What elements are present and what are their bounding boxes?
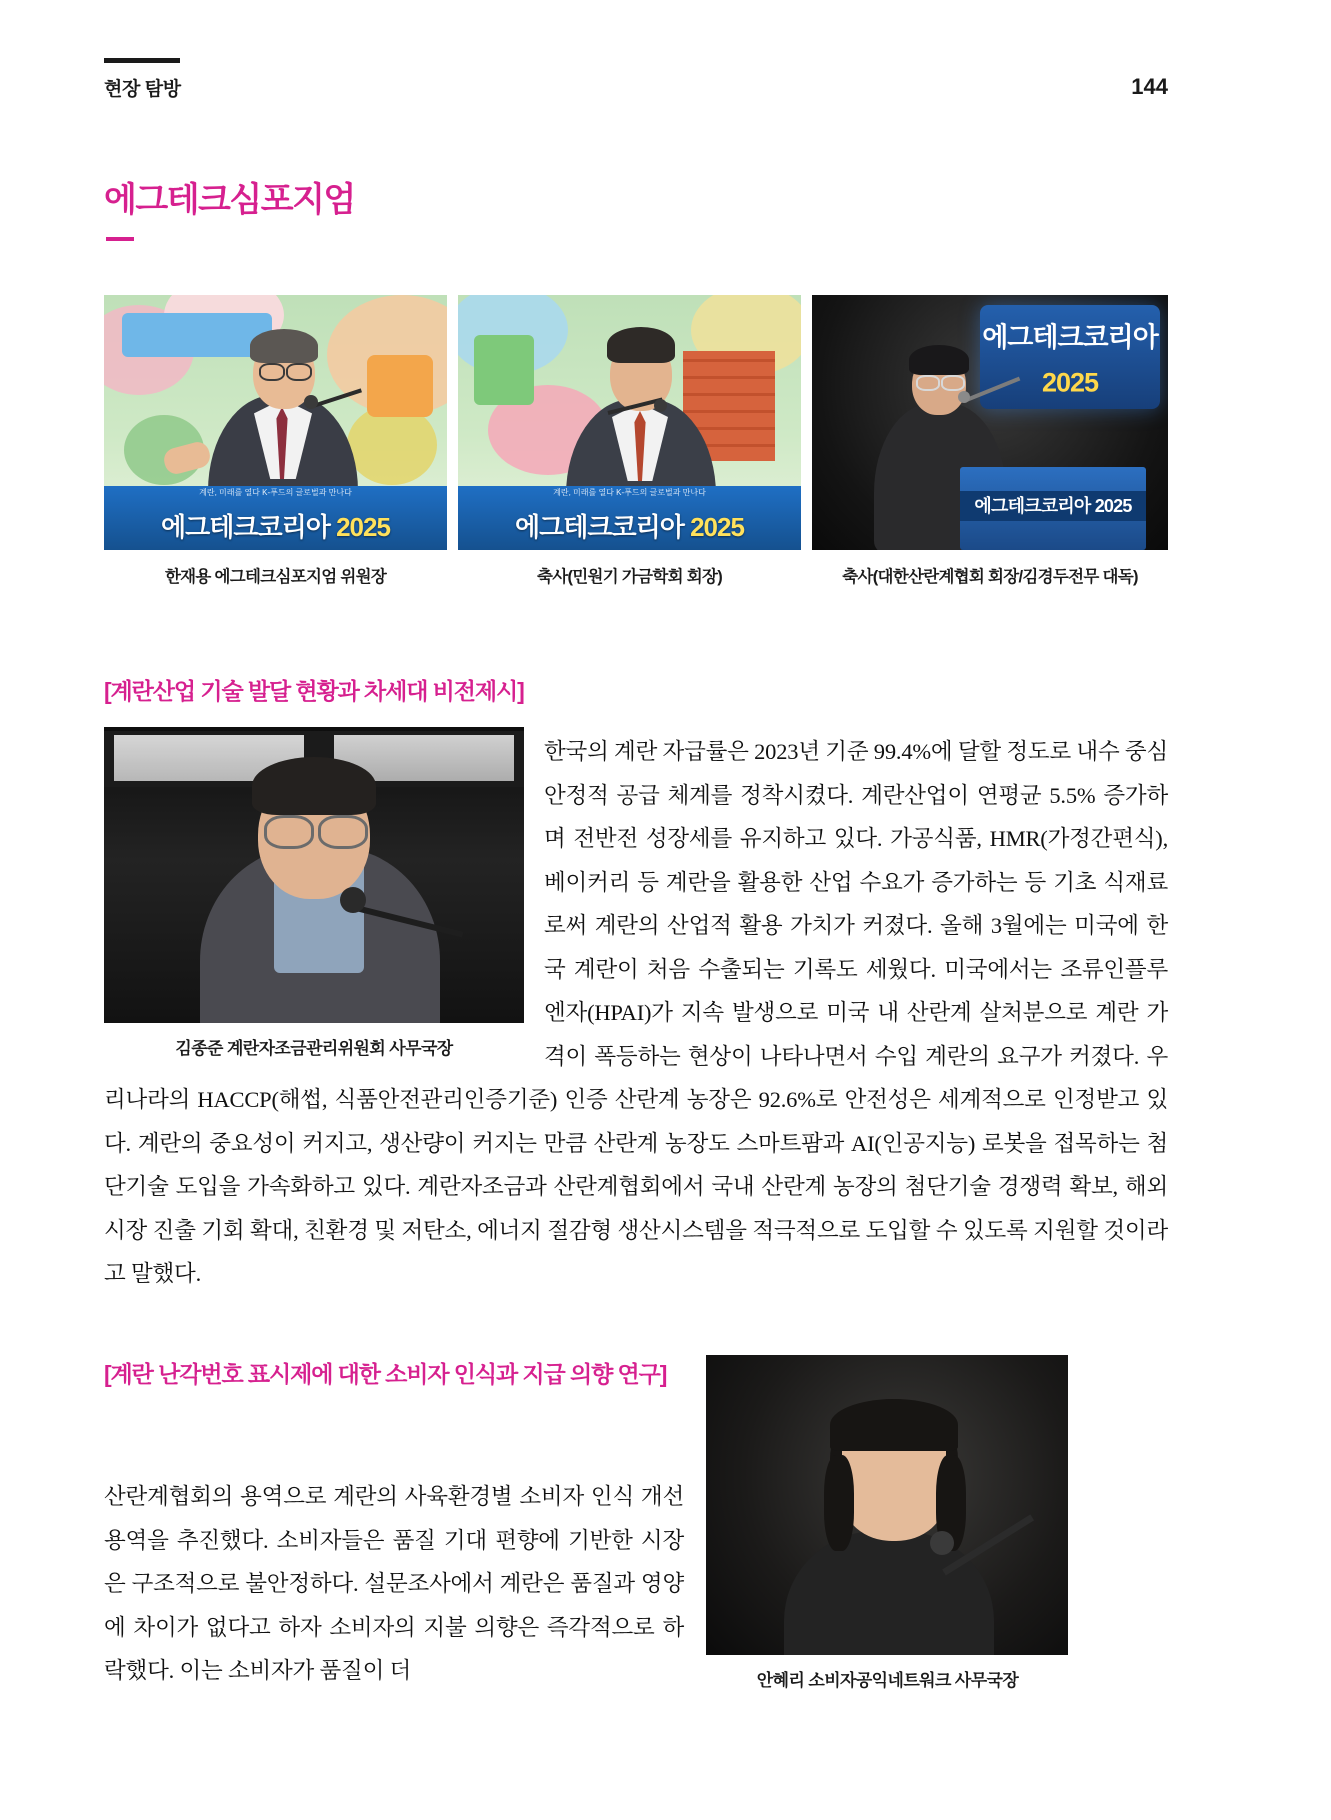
photo1-banner-sub: 계란, 미래를 열다 K-푸드의 글로벌과 만나다: [199, 488, 352, 497]
photo1-banner: 에그테크코리아 2025: [161, 512, 390, 542]
figure-anhyeri: [706, 1355, 1068, 1655]
page-header: [104, 58, 1168, 112]
photo2-banner-sub: 계란, 미래를 열다 K-푸드의 글로벌과 만나다: [553, 488, 706, 497]
header-rule: [104, 58, 180, 63]
photo-row: [104, 295, 1168, 586]
photo3-sign-year: 2025: [1041, 367, 1099, 398]
figure-kimjongjun: [104, 727, 524, 1023]
photo2-banner: 에그테크코리아 2025: [515, 512, 744, 542]
section-label: 현장 탐방: [104, 79, 181, 100]
page-number: 144: [1131, 74, 1168, 99]
title-underline: [106, 237, 134, 241]
section-2-paragraph: 산란계협회의 용역으로 계란의 사육환경별 소비자 인식 개선 용역을 추진했다. 소비자들은 품질 기대 편향에 기반한 시장은 구조적으로 불안정하다. 설문조사에서 계란은 품질과 영양에 차이가 없다고 하자 소비자의 지불 의향은 즉각적으로 하락했다. 이는 소비자가 품질이 더: [104, 1484, 684, 1683]
section-heading-1: [계란산업 기술 발달 현황과 차세대 비전제시]: [104, 678, 524, 704]
photo-daehan: [812, 295, 1168, 550]
figure-caption-kimjongjun: 김종준 계란자조금관리위원회 사무국장: [175, 1039, 453, 1058]
photo-minwongi: [458, 295, 801, 550]
section-heading-2: [계란 난각번호 표시제에 대한 소비자 인식과 지급 의향 연구]: [104, 1361, 667, 1387]
section-1-paragraph: 한국의 계란 자급률은 2023년 기준 99.4%에 달할 정도로 내수 중심 안정적 공급 체계를 정착시켰다. 계란산업이 연평균 5.5% 증가하며 전반전 성장세를 유지하고 있다. 가공식품, HMR(가정간편식), 베이커리 등 계란을 활용한 산업 수요가 증가하는 등 기초 식재료로써 계란의 산업적 활용 가치가 커졌다. 올해 3월에는 미국에 한국 계란이 처음 수출되는 기록도 세웠다. 미국에서는 조류인플루엔자(HPAI)가 지속 발생으로 미국 내 산란계 살처분으로 계란 가격이 폭등하는 현상이 나타나면서 수입 계란의 요구가 커졌다. 우리나라의 HACCP(해썹, 식품안전관리인증기준) 인증 산란계 농장은 92.6%로 안전성은 세계적으로 인정받고 있다. 계란의 중요성이 커지고, 생산량이 커지는 만큼 산란계 농장도 스마트팜과 AI(인공지능) 로봇을 접목하는 첨단기술 도입을 가속화하고 있다. 계란자조금과 산란계협회에서 국내 산란계 농장의 첨단기술 경쟁력 확보, 해외시장 진출 기회 확대, 친환경 및 저탄소, 에너지 절감형 생산시스템을 적극적으로 도입할 수 있도록 지원할 것이라고 말했다.: [104, 739, 1168, 1286]
photo-caption-3: 축사(대한산란계협회 회장/김경두전무 대독): [842, 568, 1138, 586]
section-2-body: [104, 1475, 684, 1693]
photo3-podium-text: 에그테크코리아 2025: [960, 491, 1146, 521]
photo-hanjaeyong: [104, 295, 447, 550]
photo3-sign-main: 에그테크코리아: [982, 322, 1158, 353]
figure-caption-anhyeri: 안혜리 소비자공익네트워크 사무국장: [756, 1671, 1019, 1690]
page-title: 에그테크심포지엄: [104, 181, 355, 219]
photo-caption-1: 한재용 에그테크심포지엄 위원장: [164, 568, 387, 586]
photo-caption-2: 축사(민원기 가금학회 회장): [537, 568, 722, 586]
